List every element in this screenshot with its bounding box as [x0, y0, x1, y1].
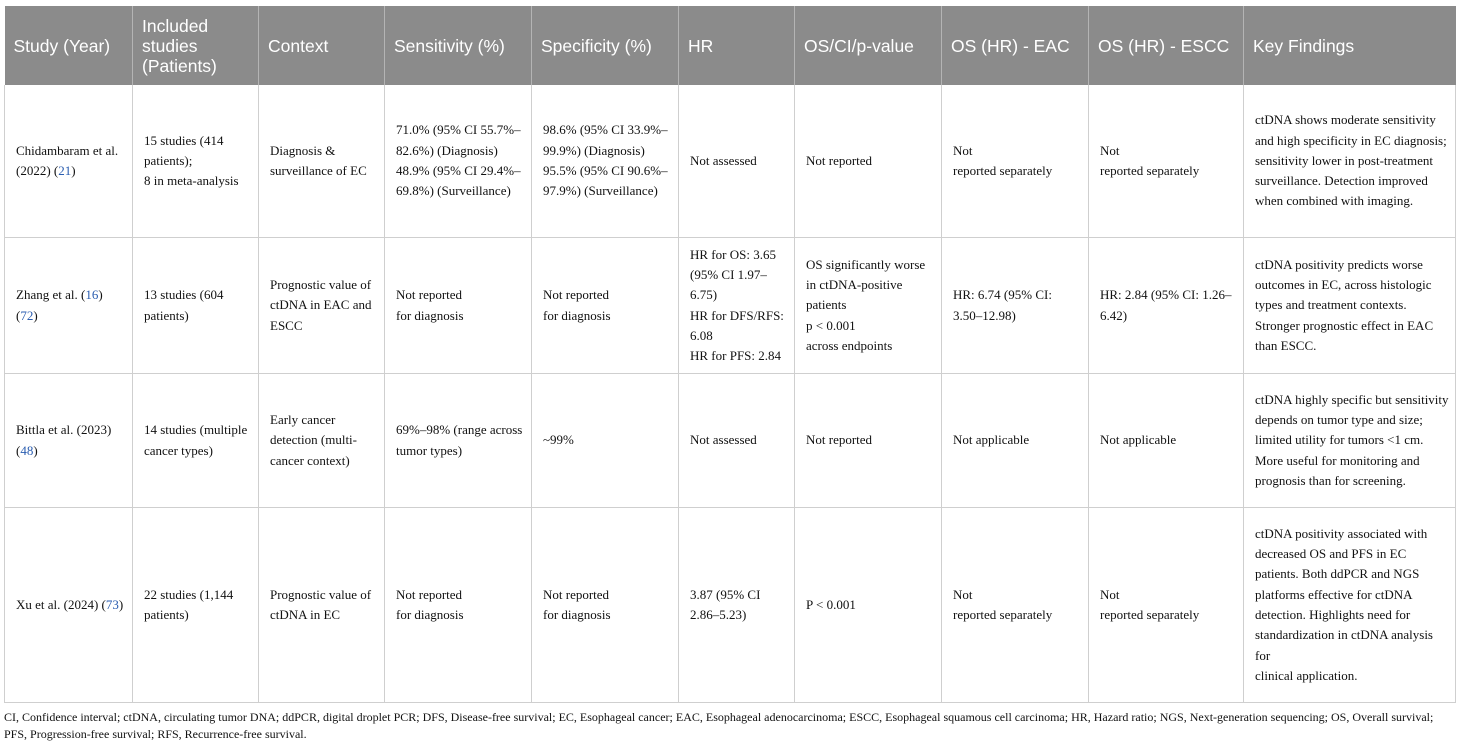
cell-key-findings: ctDNA positivity predicts worse outcomes in EC, across histologic types and treatment contexts. Stronger prognostic effect in EAC than ESCC.: [1244, 238, 1456, 374]
cell-hr: Not assessed: [679, 374, 795, 508]
citation-link[interactable]: 48: [20, 442, 34, 458]
cell-key-findings: ctDNA shows moderate sensitivity and high specificity in EC diagnosis; sensitivity lower in post-treatment surveillance. Detection improved when combined with imaging.: [1244, 85, 1456, 238]
header-os-ci-p: OS/CI/p-value: [795, 6, 942, 85]
cell-context: Diagnosis & surveillance of EC: [259, 85, 385, 238]
study-text: Xu et al. (2024) (: [16, 596, 106, 612]
study-text-end: ): [118, 596, 124, 612]
study-text: Zhang et al. (: [16, 287, 86, 303]
cell-os-eac: Not applicable: [942, 374, 1089, 508]
cell-hr: HR for OS: 3.65 (95% CI 1.97–6.75) HR for DFS/RFS: 6.08 HR for PFS: 2.84: [679, 238, 795, 374]
header-os-eac: OS (HR) - EAC: [942, 6, 1089, 85]
cell-study: [5, 85, 133, 238]
study-text: Chidambaram et al. (2022) (: [16, 142, 119, 178]
table-row: [5, 374, 1456, 508]
cell-hr: 3.87 (95% CI 2.86–5.23): [679, 508, 795, 703]
cell-os-eac: HR: 6.74 (95% CI: 3.50–12.98): [942, 238, 1089, 374]
cell-os-eac: Not reported separately: [942, 85, 1089, 238]
cell-context: Prognostic value of ctDNA in EC: [259, 508, 385, 703]
cell-os-escc: Not applicable: [1089, 374, 1244, 508]
cell-specificity: Not reported for diagnosis: [532, 508, 679, 703]
citation-link[interactable]: 16: [85, 287, 99, 303]
header-context: Context: [259, 6, 385, 85]
cell-sensitivity: Not reported for diagnosis: [385, 508, 532, 703]
citation-link[interactable]: 73: [105, 596, 119, 612]
cell-context: Early cancer detection (multi-cancer context): [259, 374, 385, 508]
cell-os-ci-p: P < 0.001: [795, 508, 942, 703]
table-row: [5, 85, 1456, 238]
cell-key-findings: ctDNA highly specific but sensitivity depends on tumor type and size; limited utility for tumors <1 cm. More useful for monitoring and prognosis than for screening.: [1244, 374, 1456, 508]
cell-included: 15 studies (414 patients); 8 in meta-analysis: [133, 85, 259, 238]
table-footnote: CI, Confidence interval; ctDNA, circulating tumor DNA; ddPCR, digital droplet PCR; DFS, Disease-free survival; EC, Esophageal cancer; EAC, Esophageal adenocarcinoma; ESCC, Esophageal squamous cell carcinoma; HR, Hazard ratio; NGS, Next-generation sequencing; OS, Overall survival; PFS, Progression-free survival; RFS, Recurrence-free survival.: [4, 710, 1434, 741]
cell-study: [5, 238, 133, 374]
header-included: Included studies (Patients): [133, 6, 259, 85]
table-row: [5, 238, 1456, 374]
header-specificity: Specificity (%): [532, 6, 679, 85]
citation-link[interactable]: 21: [58, 163, 72, 178]
cell-os-escc: Not reported separately: [1089, 508, 1244, 703]
cell-sensitivity: 71.0% (95% CI 55.7%–82.6%) (Diagnosis) 48.9% (95% CI 29.4%–69.8%) (Surveillance): [385, 85, 532, 238]
cell-specificity: ~99%: [532, 374, 679, 508]
cell-study: [5, 508, 133, 703]
citation-link[interactable]: 72: [20, 307, 34, 323]
cell-os-ci-p: OS significantly worse in ctDNA-positive patients p < 0.001 across endpoints: [795, 238, 942, 374]
cell-study: [5, 374, 133, 508]
cell-included: 22 studies (1,144 patients): [133, 508, 259, 703]
cell-os-ci-p: Not reported: [795, 374, 942, 508]
header-row: [5, 6, 1456, 85]
cell-os-escc: Not reported separately: [1089, 85, 1244, 238]
study-text-end: ): [33, 442, 38, 458]
header-study: Study (Year): [5, 6, 133, 85]
cell-sensitivity: Not reported for diagnosis: [385, 238, 532, 374]
header-hr: HR: [679, 6, 795, 85]
cell-included: 14 studies (multiple cancer types): [133, 374, 259, 508]
studies-table: [4, 6, 1456, 703]
cell-sensitivity: 69%–98% (range across tumor types): [385, 374, 532, 508]
cell-os-eac: Not reported separately: [942, 508, 1089, 703]
study-text-end: ): [71, 163, 76, 178]
cell-hr: Not assessed: [679, 85, 795, 238]
cell-key-findings: ctDNA positivity associated with decreased OS and PFS in EC patients. Both ddPCR and NGS platforms effective for ctDNA detection. Highlights need for standardization in ctDNA analysis for clinical application.: [1244, 508, 1456, 703]
cell-os-escc: HR: 2.84 (95% CI: 1.26–6.42): [1089, 238, 1244, 374]
study-text-mid: ) (: [16, 287, 103, 323]
study-text: Bittla et al. (2023) (: [16, 422, 112, 458]
cell-os-ci-p: Not reported: [795, 85, 942, 238]
header-sensitivity: Sensitivity (%): [385, 6, 532, 85]
header-os-escc: OS (HR) - ESCC: [1089, 6, 1244, 85]
cell-specificity: 98.6% (95% CI 33.9%–99.9%) (Diagnosis) 95.5% (95% CI 90.6%–97.9%) (Surveillance): [532, 85, 679, 238]
study-text-end: ): [33, 307, 38, 323]
cell-context: Prognostic value of ctDNA in EAC and ESCC: [259, 238, 385, 374]
table-row: [5, 508, 1456, 703]
header-key-findings: Key Findings: [1244, 6, 1456, 85]
cell-specificity: Not reported for diagnosis: [532, 238, 679, 374]
cell-included: 13 studies (604 patients): [133, 238, 259, 374]
